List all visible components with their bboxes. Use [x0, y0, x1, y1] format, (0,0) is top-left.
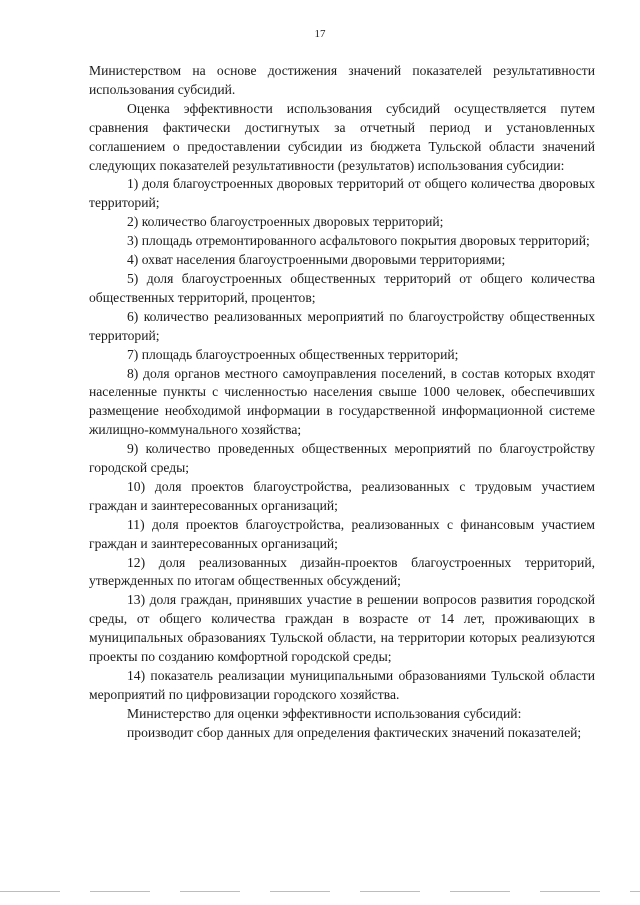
list-item: 14) показатель реализации муниципальными образованиями Тульской области мероприятий по цифровизации городского хозяйства.	[89, 668, 595, 702]
list-item: 8) доля органов местного самоуправления поселений, в состав которых входят населенные пункты с численностью населения свыше 1000 человек, обеспечивших размещение необходимой информации в государственной информационной системе жилищно-коммунального хозяйства;	[89, 365, 595, 438]
list-item: 7) площадь благоустроенных общественных территорий;	[127, 346, 459, 362]
list-item: 10) доля проектов благоустройства, реализованных с трудовым участием граждан и заинтересованных организаций;	[89, 478, 595, 513]
list-item: 12) доля реализованных дизайн-проектов благоустроенных территорий, утвержденных по итогам общественных обсуждений;	[89, 554, 595, 589]
list-item: 11) доля проектов благоустройства, реализованных с финансовым участием граждан и заинтересованных организаций;	[89, 516, 595, 551]
scan-edge-line	[0, 891, 640, 892]
paragraph: Министерством на основе достижения значений показателей результативности использования субсидий.	[89, 63, 595, 97]
list-item: 6) количество реализованных мероприятий по благоустройству общественных территорий;	[89, 308, 595, 343]
document-body	[89, 62, 595, 743]
list-item: 4) охват населения благоустроенными дворовыми территориями;	[127, 252, 506, 268]
list-item: 9) количество проведенных общественных мероприятий по благоустройству городской среды;	[89, 441, 595, 476]
paragraph: Оценка эффективности использования субсидий осуществляется путем сравнения фактически достигнутых за отчетный период и установленных соглашением о предоставлении субсидии из бюджета Тульской области значений следующих показателей результативности (результатов) использования субсидии:	[89, 100, 595, 173]
paragraph: производит сбор данных для определения фактических значений показателей;	[127, 724, 582, 740]
paragraph: Министерство для оценки эффективности использования субсидий:	[127, 705, 522, 721]
list-item: 5) доля благоустроенных общественных территорий от общего количества общественных территорий, процентов;	[89, 270, 595, 305]
page-number: 17	[314, 28, 326, 40]
list-item: 13) доля граждан, принявших участие в решении вопросов развития городской среды, от общего количества граждан в возрасте от 14 лет, проживающих в муниципальных образованиях Тульской области, на территории которых реализуются проекты по созданию комфортной городской среды;	[89, 592, 595, 665]
list-item: 2) количество благоустроенных дворовых территорий;	[127, 214, 444, 230]
list-item: 1) доля благоустроенных дворовых территорий от общего количества дворовых территорий;	[89, 176, 595, 211]
list-item: 3) площадь отремонтированного асфальтового покрытия дворовых территорий;	[127, 233, 590, 249]
